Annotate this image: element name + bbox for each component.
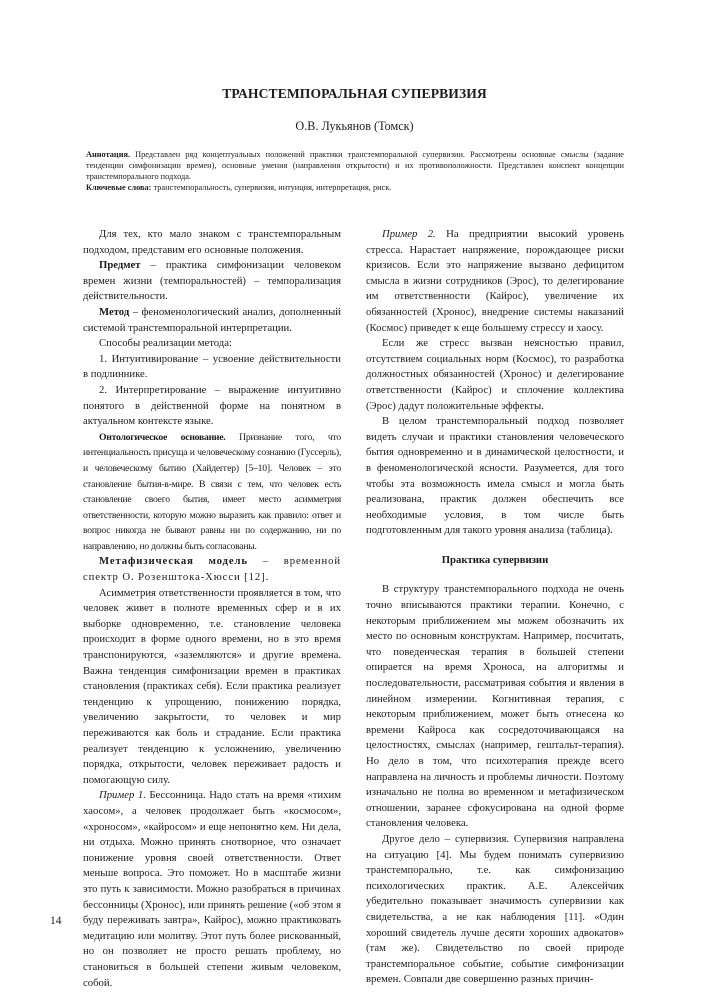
term: Метафизическая модель bbox=[99, 555, 248, 568]
page-number: 14 bbox=[50, 915, 62, 927]
keywords-text: транстемпоральность, супервизия, интуиция, интерпретация, риск. bbox=[151, 183, 392, 192]
abstract-label: Аннотация. bbox=[86, 150, 131, 159]
paragraph: В целом транстемпоральный подход позволяет видеть случаи и практики становления человеческого бытия одновременно и в динамической целостности, и в феноменологической ясности. Разумеется, для того чтобы эта возможность имела смысл и могла быть реализована, практик должен обеспечить все необходимые условия, в том числе быть подготовленным для такого уровня анализа (таблица). bbox=[366, 415, 624, 537]
right-column bbox=[366, 227, 624, 988]
keywords-paragraph bbox=[86, 182, 624, 193]
paragraph: 1. Интуитивирование – усвоение действительности в подлиннике. bbox=[83, 352, 341, 381]
term: Пример 2. bbox=[382, 228, 436, 240]
paragraph: 2. Интерпретирование – выражение интуитивно понятого в действенной форме на понятном в актуальном контексте языке. bbox=[83, 383, 341, 428]
term: Предмет bbox=[99, 259, 141, 272]
paragraph: Если же стресс вызван неясностью правил, отсутствием социальных норм (Космос), то разработка должностных обязанностей (Хронос) и делегирование ответственности (Кайрос) и сплочение коллектива (Эрос) дадут положительные эффекты. bbox=[366, 337, 624, 412]
paragraph: Другое дело – супервизия. Супервизия направлена на ситуацию [4]. Мы будем понимать супервизию транстемпорально, т.е. как симфонизацию психологических практик. А.Е. Алексейчик убедительно показывает значимость супервизии как свидетельства, а не как наблюдения [11]. «Один хороший свидетель лучше десяти хороших адвокатов» (там же). Свидетельство по своей природе транстемпоральное событие, событие симфонизации времен. Совпали две совершенно разных причин- bbox=[366, 832, 624, 986]
term: Пример 1. bbox=[99, 789, 146, 802]
paragraph: В структуру транстемпорального подхода не очень точно вписываются практики терапии. Конечно, с некоторым приближением мы можем обозначить их место по основным конструктам. Например, посчитать, что поведенческая терапия в большей степени опирается на время Хроноса, на алгоритмы и последовательности, рассматривая события и явления в линейном измерении. Когнитивная терапия, с некоторым приближением, может быть отнесена ко времени Кайроса как сосредоточивающаяся на целостностях, смыслах (например, гештальт-терапия). Но дело в том, что психотерапия прежде всего направлена на личность и проблемы личности. Поэтому изначально не полна во временном и метафизическом отношении, заранее сфокусирована на одной форме становления человека. bbox=[366, 583, 624, 830]
abstract-paragraph bbox=[86, 149, 624, 182]
paragraph: Способы реализации метода: bbox=[99, 337, 232, 350]
keywords-label: Ключевые слова: bbox=[86, 183, 152, 192]
abstract-block bbox=[86, 149, 624, 193]
paragraph: Пример 2. На предприятии высокий уровень стресса. Нарастает напряжение, порождающее риски кризисов. Если это напряжение вызвано дефицитом смысла в жизни сотрудников (Эрос), то делегирование им ответственности (Кайрос), увеличение их обязанностей (Хронос), внедрение системы наказаний (Космос) приведет к еще большему стрессу и хаосу. bbox=[366, 228, 624, 334]
article-author: О.В. Лукьянов (Томск) bbox=[295, 119, 414, 133]
paragraph: Пример 1. Бессонница. Надо стать на время «тихим хаосом», а человек продолжает быть «космосом», «хроносом», «кайросом» и еще непонятно кем. Ни дела, ни отдыха. Можно принять снотворное, что означает понижение уровня своей ответственности. Ответ меньше вопроса. Это поможет. Но в масштабе жизни это путь к зависимости. Можно разобраться в причинах бессонницы (Хронос), или принять решение («об этом я буду переживать завтра», Кайрос), можно практиковать медитацию или молитву. Этот путь более рискованный, но он позволяет не просто решать проблему, но становиться в большей степени живым человеком, собой. bbox=[83, 789, 341, 989]
article-title: ТРАНСТЕМПОРАЛЬНАЯ СУПЕРВИЗИЯ bbox=[222, 86, 487, 101]
paragraph: Метафизическая модель – временной спектр О. Розенштока-Хюсси [12]. bbox=[83, 555, 341, 584]
section-heading: Практика супервизии bbox=[441, 553, 549, 566]
term: Онтологическое основание. bbox=[99, 431, 226, 443]
term: Метод bbox=[99, 305, 130, 318]
left-column bbox=[83, 227, 341, 991]
paragraph: Метод – феноменологический анализ, дополненный системой транстемпоральной интерпретации. bbox=[83, 305, 341, 334]
paragraph: Асимметрия ответственности проявляется в том, что человек живет в полноте временных сфер и в их выборке одновременно, т.е. становление человека происходит в форме одного времени, но в это время транспонируются, «заземляются» и другие времена. Важна тенденция симфонизации времен в практиках становления (практиках себя). Если практика реализует тенденцию к упрощению, понижению порядка, увеличению закрытости, то человек и мир переживаются как боль и страдание. Если практика реализует тенденцию к усложнению, увеличению порядка, открытости, человек переживает радость и помогающую силу. bbox=[83, 586, 341, 786]
paragraph: Предмет – практика симфонизации человеком времен жизни (темпоральностей) – темпорализация действительности. bbox=[83, 259, 341, 303]
paragraph: Для тех, кто мало знаком с транстемпоральным подходом, представим его основные положения. bbox=[83, 228, 341, 256]
paragraph: Онтологическое основание. Признание того, что интенциальность присуща и человеческому сознанию (Гуссерль), и человеческому бытию (Хайдеггер) [5–10]. Человек – это становление бытия-в-мире. В связи с тем, что человек есть становление своего бытия, имеет место асимметрия ответственности, которую можно выразить как правило: ответ и вопрос никогда не бывают равны ни по содержанию, ни по направлению, но должны быть согласованы. bbox=[83, 431, 341, 552]
abstract-text: Представлен ряд концептуальных положений практики транстемпоральной супервизии. Рассмотрены основные смыслы (задание тенденции симфонизации времен), основные умения (направления открытости) и их противоположности. Представлен конспект концепции транстемпорального подхода. bbox=[86, 150, 624, 181]
